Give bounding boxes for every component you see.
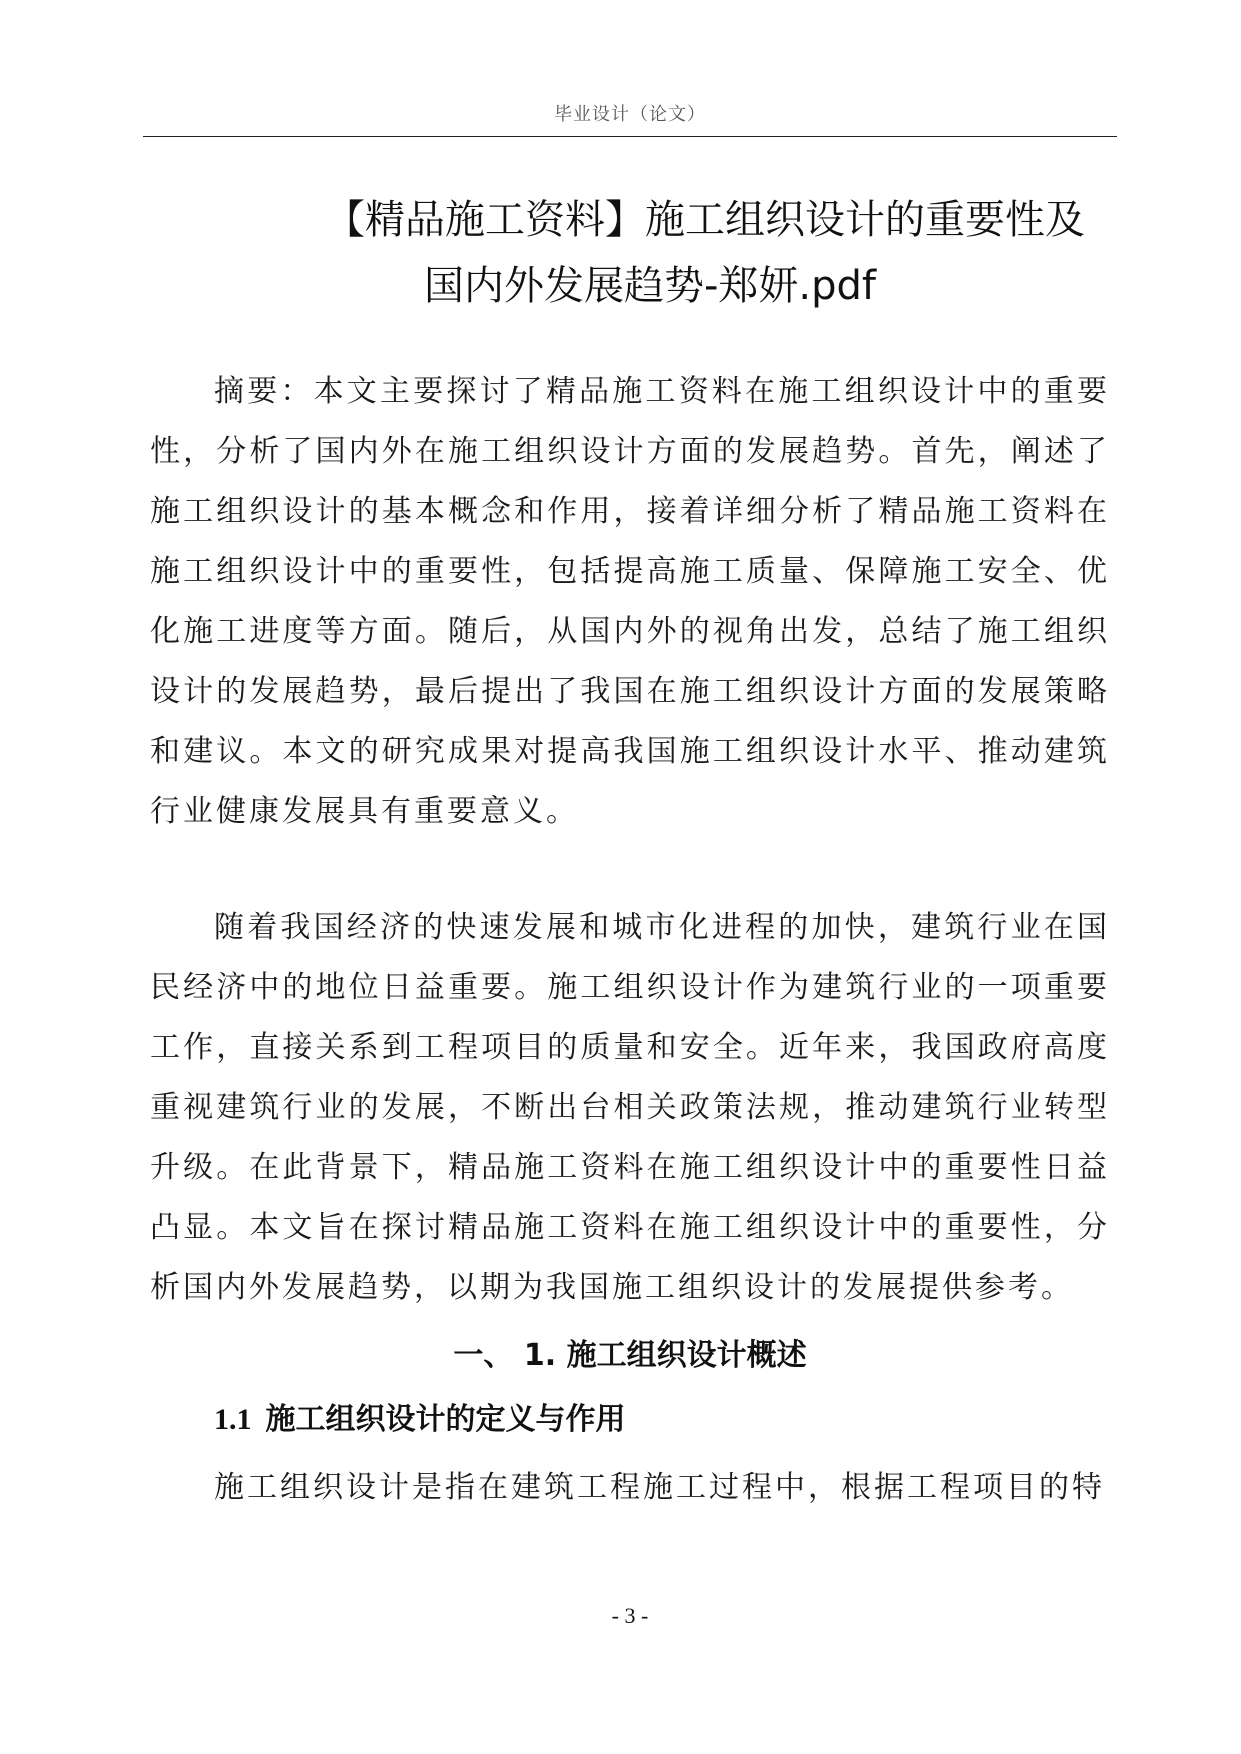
header-divider	[143, 136, 1117, 137]
section-heading-1: 一、 1. 施工组织设计概述	[453, 1338, 807, 1373]
document-title	[143, 187, 1117, 319]
page-header: 毕业设计（论文）	[554, 104, 706, 125]
section-title: 施工组织设计的定义与作用	[265, 1402, 626, 1437]
abstract-paragraph: 摘要：本文主要探讨了精品施工资料在施工组织设计中的重要性，分析了国内外在施工组织设计方面的发展趋势。首先，阐述了施工组织设计的基本概念和作用，接着详细分析了精品施工资料在施工组织设计中的重要性，包括提高施工质量、保障施工安全、优化施工进度等方面。随后，从国内外的视角出发，总结了施工组织设计的发展趋势，最后提出了我国在施工组织设计方面的发展策略和建议。本文的研究成果对提高我国施工组织设计水平、推动建筑行业健康发展具有重要意义。	[150, 374, 1110, 829]
intro-paragraph: 随着我国经济的快速发展和城市化进程的加快，建筑行业在国民经济中的地位日益重要。施工组织设计作为建筑行业的一项重要工作，直接关系到工程项目的质量和安全。近年来，我国政府高度重视建筑行业的发展，不断出台相关政策法规，推动建筑行业转型升级。在此背景下，精品施工资料在施工组织设计中的重要性日益凸显。本文旨在探讨精品施工资料在施工组织设计中的重要性，分析国内外发展趋势，以期为我国施工组织设计的发展提供参考。	[150, 910, 1110, 1305]
title-line-1: 【精品施工资料】施工组织设计的重要性及	[325, 197, 1085, 243]
definition-paragraph: 施工组织设计是指在建筑工程施工过程中，根据工程项目的特	[214, 1470, 1105, 1505]
section-heading-1-1	[214, 1394, 626, 1438]
title-line-2: 国内外发展趋势-郑妍.pdf	[423, 263, 876, 309]
section-number: 1.1	[214, 1403, 252, 1436]
page-number: - 3 -	[611, 1603, 649, 1628]
